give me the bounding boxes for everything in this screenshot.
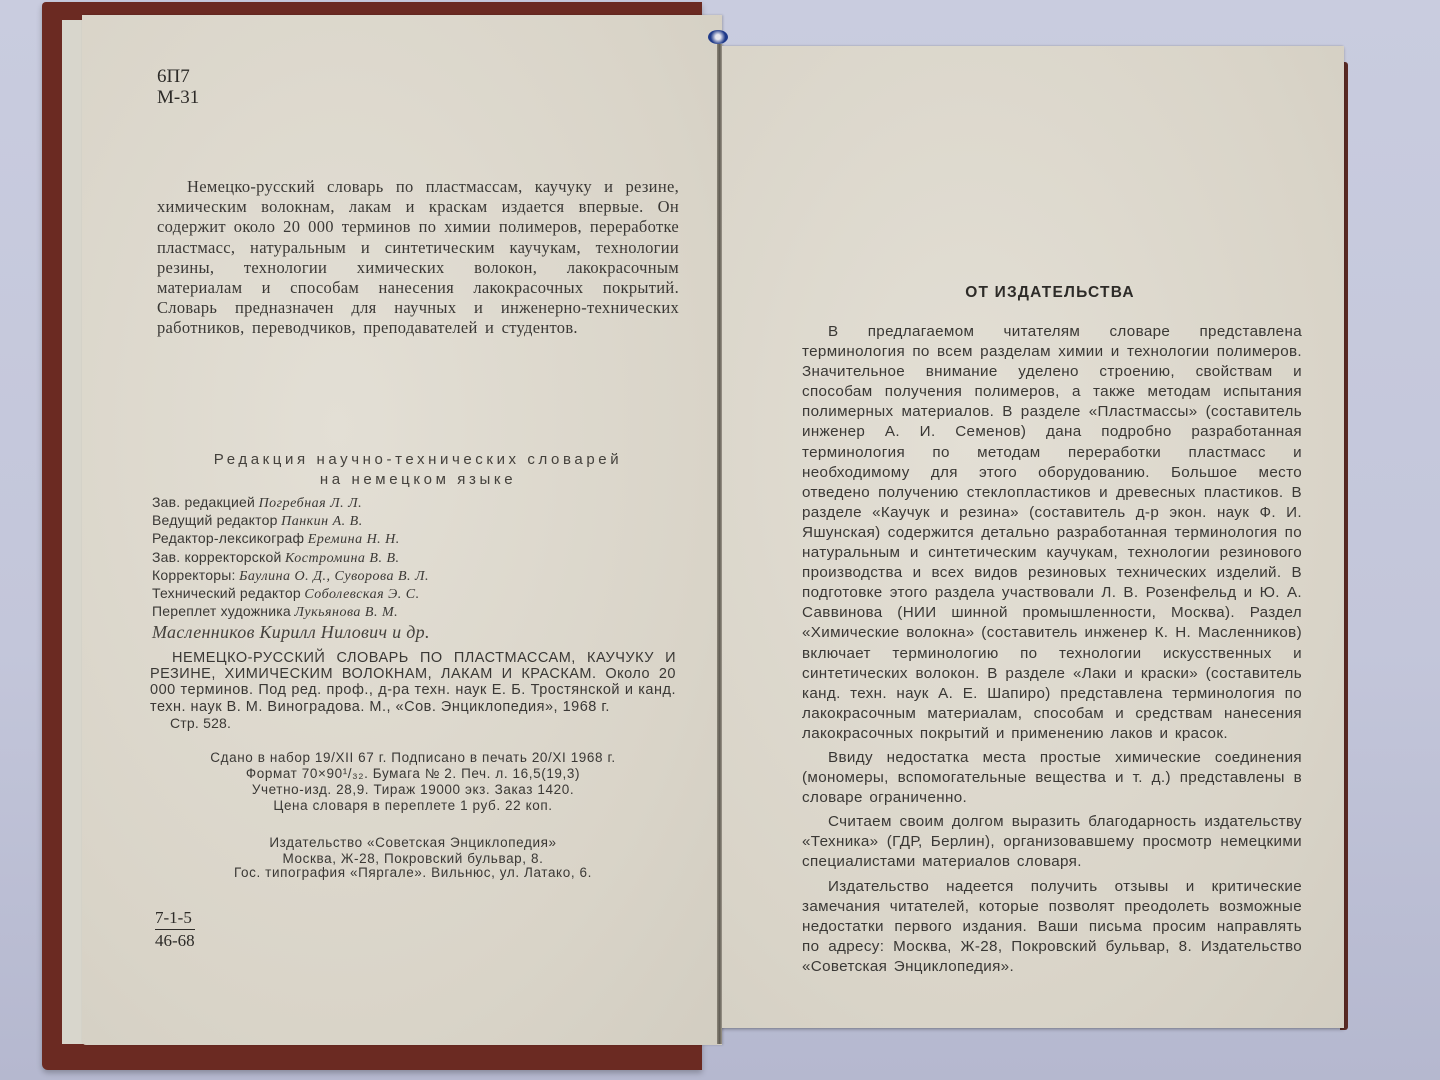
print-info-line: Формат 70×90¹/₃₂. Бумага № 2. Печ. л. 16,5(19,3) xyxy=(245,766,581,781)
headband-icon xyxy=(708,30,728,44)
index-denominator: 46-68 xyxy=(155,931,195,950)
classification-code-line: 6П7 xyxy=(157,66,190,87)
staff-role: Редактор-лексикограф xyxy=(152,530,305,547)
foreword-paragraph: В предлагаемом читателям словаре представлена терминология по всем разделам химии и технологии полимеров. Значительное внимание уделено строению, свойствам и способам получения полимеров, а также методам испытания полимерных материалов. В разделе «Пластмассы» (составитель инженер А. И. Семенов) дана подробно разработанная терминология по методам переработки пластмасс и необходимому для этого оборудованию. Большое место отведено получению стеклопластиков и древесных пластиков. В разделе «Каучук и резина» (составитель д-р экон. наук Ф. И. Яшунская) содержится детально разработанная терминология по натуральным и синтетическим каучукам, технологии резинового производства и всех видов резиновых технических изделий. В подготовке этого раздела участвовали Л. В. Розенфельд и Ю. А. Саввинова (НИИ шинной промышленности, Москва). Раздел «Химические волокна» (составитель инженер К. Н. Масленников) включает терминологию по технологии искусственных и синтетических волокон. В разделе «Лаки и краски» (составитель канд. техн. наук А. Е. Шапиро) представлена терминология по лакокрасочным материалам, способам и средствам нанесения лакокрасочных покрытий и применению лаков и красок. xyxy=(802,323,1302,742)
staff-name: Еремина Н. Н. xyxy=(307,532,400,548)
publisher-line: Издательство «Советская Энциклопедия» xyxy=(269,835,557,850)
editorial-office-line: на немецком языке xyxy=(319,471,517,488)
print-info-line: Сдано в набор 19/XII 67 г. Подписано в печать 20/XI 1968 г. xyxy=(210,750,616,765)
staff-row xyxy=(152,585,682,603)
foreword-paragraph: Считаем своим долгом выразить благодарность издательству «Техника» (ГДР, Берлин), организовавшему просмотр немецкими специалистами материалов словаря. xyxy=(802,813,1302,871)
staff-name: Погребная Л. Л. xyxy=(258,496,363,511)
staff-role: Технический редактор xyxy=(152,585,301,602)
annotation xyxy=(157,177,679,339)
annotation-text: Немецко-русский словарь по пластмассам, каучуку и резине, химическим волокнам, лакам и краскам издается впервые. Он содержит около 20 000 терминов по химии полимеров, переработке пластмасс, натуральным и синтетическим каучукам, технологии резины, технологии химических волокон, лакокрасочным материалам и способам нанесения лакокрасочных покрытий. Словарь предназначен для научных и инженерно-технических работников, переводчиков, преподавателей и студентов. xyxy=(157,177,679,338)
foreword-paragraph: Ввиду недостатка места простые химические соединения (мономеры, вспомогательные вещества и т. д.) представлены в словаре ограниченно. xyxy=(802,748,1302,807)
print-info-line: Учетно-изд. 28,9. Тираж 19000 экз. Заказ 1420. xyxy=(251,782,575,797)
foreword-paragraph: Издательство надеется получить отзывы и критические замечания читателей, которые позволят преодолеть возможные недостатки первого издания. Ваши письма просим направлять по адресу: Москва, Ж-28, Покровский бульвар, 8. Издательство «Советская Энциклопедия». xyxy=(802,877,1302,975)
index-numerator: 7-1-5 xyxy=(155,908,195,930)
foreword-body xyxy=(802,322,1302,981)
printing-house: Гос. типография «Пяргале». Вильнюс, ул. Латако, 6. xyxy=(234,865,592,880)
staff-name: Соболевская Э. С. xyxy=(304,587,420,603)
show-through-text xyxy=(210,143,630,169)
page-count: Стр. 528. xyxy=(170,714,232,731)
classification-code-line: М-31 xyxy=(157,87,200,108)
foreword-title: ОТ ИЗДАТЕЛЬСТВА xyxy=(965,284,1135,301)
staff-role: Зав. редакцией xyxy=(152,494,256,510)
staff-row xyxy=(152,512,682,530)
staff-row xyxy=(152,530,682,548)
staff-name: Костромина В. В. xyxy=(284,550,400,566)
print-info-line: Цена словаря в переплете 1 руб. 22 коп. xyxy=(273,798,553,813)
staff-list xyxy=(152,494,682,621)
bibliographic-title: НЕМЕЦКО-РУССКИЙ СЛОВАРЬ ПО ПЛАСТМАССАМ, КАУЧУКУ И РЕЗИНЕ, ХИМИЧЕСКИМ ВОЛОКНАМ, ЛАКАМ И КРАСКАМ. Около 20 000 терминов. Под ред. проф., д-ра техн. наук Е. Б. Тростянской и канд. техн. наук В. М. Виноградова. М., «Сов. Энциклопедия», 1968 г. xyxy=(150,650,676,715)
print-info xyxy=(150,750,676,814)
editorial-office-heading xyxy=(157,450,679,490)
staff-role: Переплет художника xyxy=(152,603,291,620)
staff-row xyxy=(152,549,682,567)
publisher-info xyxy=(150,835,676,867)
staff-role: Ведущий редактор xyxy=(152,512,278,529)
editorial-office-line: Редакция научно-технических словарей xyxy=(213,451,623,468)
staff-row xyxy=(152,494,682,512)
staff-row xyxy=(152,603,682,621)
classification-code xyxy=(157,66,199,108)
staff-name: Баулина О. Д., Суворова В. Л. xyxy=(239,568,429,584)
staff-role: Зав. корректорской xyxy=(152,548,282,565)
staff-name: Панкин А. В. xyxy=(281,514,363,530)
book-gutter xyxy=(717,44,722,1044)
index-fraction xyxy=(155,908,195,951)
publisher-line: Москва, Ж-28, Покровский бульвар, 8. xyxy=(282,851,544,866)
staff-name: Лукьянова В. М. xyxy=(294,605,399,621)
bibliographic-record xyxy=(150,650,676,731)
staff-role: Корректоры: xyxy=(152,566,236,583)
author: Масленников Кирилл Нилович и др. xyxy=(152,622,430,642)
staff-row xyxy=(152,567,682,585)
